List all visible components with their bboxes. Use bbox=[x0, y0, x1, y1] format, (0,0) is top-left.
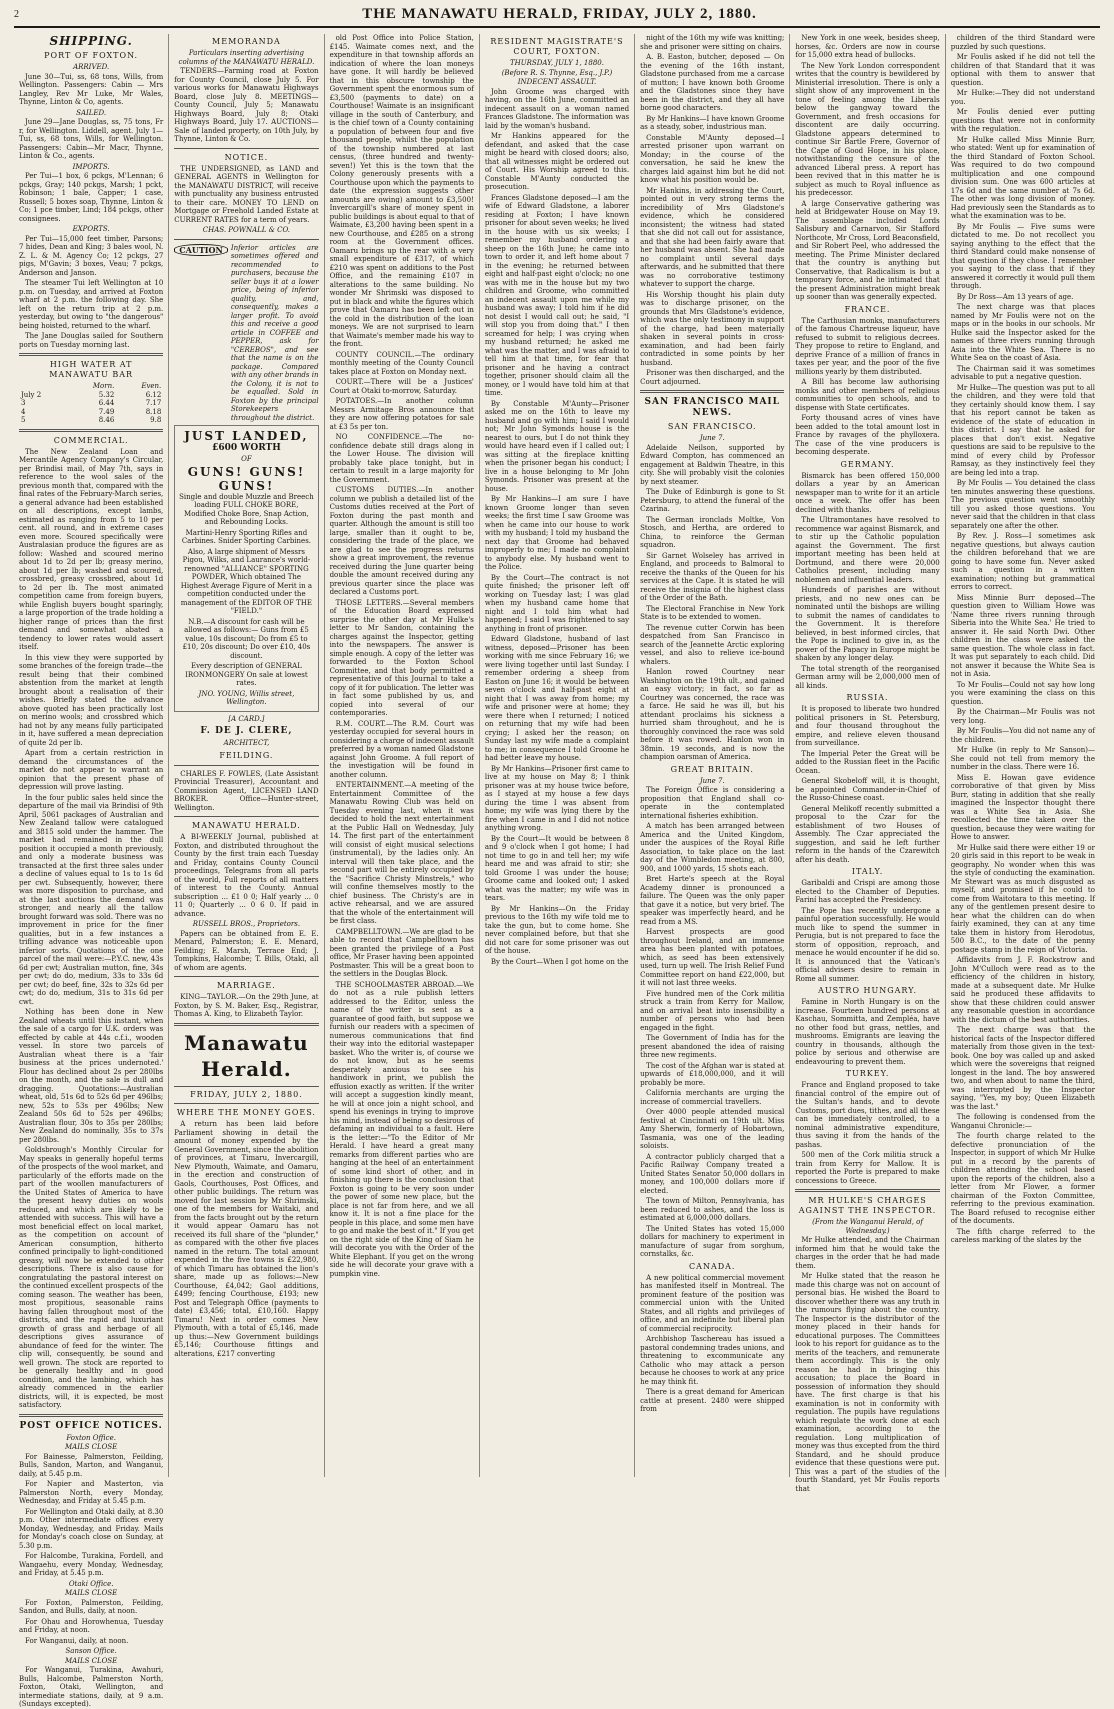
caution-badge: CAUTION bbox=[174, 244, 228, 257]
column-6: New York in one week, besides sheep, horses, &c. Orders are now in course for 15,000 extra head of bullocks. The New York London correspondent writes that the country is bewildered by Ministerial irresolution. There is only a slight show of any improvement in the tone of feeling among the Liberals below the gangway toward the Government, and fresh occasions for discontent are daily occurring. Gladstone appears determined to continue Sir Bartle Frere, Governor of the Cape of Good Hope, in his place, notwithstanding the censure of the advanced Liberal press. A report has been revived that in this matter he is subject as much to Royal influence as his predecessor. A large Conservative gathering was held at Bridgewater House on May 19. The assemblage included Lords Salisbury and Carnarvon, Sir Stafford Northcote, Mr Cross, Lord Beaconsfield, and Sir Robert Peel, who addressed the meeting. The Prime Minister declared that the country is anything but Conservative, that Radicalism is but a temporary force, and he intimated that the present Administration might break up sooner than was generally expected. FRANCE. The Carthusian monks, manufacturers of the famous Chartreuse liqueur, have refused to submit to religious decrees. They propose to retire to England, and deprive France of a million of francs in taxes per year, and the poor of the five millions yearly by them distributed. A Bill has become law authorising monks and other members of religious communities to open schools, and to dispense with State certificates. Forty thousand acres of vines have been added to the total amount lost in France by ravages of the phylloxera. The case of the vine producers is becoming desperate. GERMANY. Bismarck has been offered 150,000 dollars a year by an American newspaper man to write for it an article once a week. The offer has been declined with thanks. The Ultramontanes have resolved to recommence war against Bismarck, and to stir up the Catholic population against the Government. The first important meeting has been held at Dortmund, and there were 20,000 Catholics present, including many noblemen and influential leaders. Hundreds of parishes are without priests, and no new ones can be nominated until the bishops are willing to submit the names of candidates to the Government. It is therefore believed, in best informed circles, that the Pope is inclined to give in, as the power of the Papacy in Europe might be shaken by any longer delay. The total strength of the reorganised German army will be 2,000,000 men of all kinds. RUSSIA. It is proposed to liberate two hundred political prisoners in St. Petersburg, and four thousand throughout the empire, and relieve eleven thousand from surveillance. The Imperial Peter the Great will be added to the Russian fleet in the Pacific Ocean. General Skobeloff will, it is thought, be appointed Commander-in-Chief of the Russo-Chinese coast. General Melikoff recently submitted a proposal to the Czar for the establishment of two Houses of Assembly. The Czar appreciated the suggestion, and said he left further reform in the hands of the Czarewitch after his death. ITALY. Garibaldi and Crispi are among those elected to the Chamber of Deputies. Fariní has accepted the Presidency. The Pope has recently undergone a painful operation successfully. He would much like to spend the summer in Perugia, but is not prepared to face the storm of opposition, reproach, and menace he would encounter if he did so. It is announced that the Vatican's official advisers desire to remain in Rome all summer. AUSTRO HUNGARY. Famine in North Hungary is on the increase. Fourteen hundred persons at Kaschau, Sommitta, and Zempléa, have no other food but grass, nettles, and mushrooms. Emigrants are leaving the country in thousands, although the police by serious and otherwise are endeavouring to prevent them. TURKEY. France and England proposed to take financial control of the empire out of the Sultan's hands, and to devote Customs, port dues, tithes, and all these can be immediately controlled, to a nominal administrative expenditure, thus saving it from the hands of the pashas. 500 men of the Cork militia struck a train from Kerry for Mallow. It is reported the Porte is prepared to make concessions to Greece. MR HULKE'S CHARGES AGAINST THE INSPECTOR. (From the Wanganui Herald, of Wednesday.) Mr Hulke attended, and the Chairman informed him that he would take the charges in the order that he had made them. Mr Hulke stated that the reason he made this charge was not on account of personal bias. He wished the Board to discover whether there was any truth in the rumours flying about the country. The Inspector is the distributor of the money placed in their hands for educational purposes. The Committees look to his report for guidance as to the merits of the teachers, and remunerate them accordingly. This is the only reason he had in bringing this accusation; to place the Board in possession of information they should have. The first charge is that his examination is not in conformity with regulation. The pupils have regulations which regulate the work done at each examination, according to the regulation. Long multiplication of money was thus excepted from the third Standard, and he should produce evidence that these questions were put. This was a part of the studies of the fourth Standard, yet Mr Foulis reports that bbox=[789, 34, 944, 1477]
tide-heading: HIGH WATER AT MANAWATU BAR bbox=[49, 360, 134, 379]
table-row: 3 6.44 7.17 bbox=[21, 399, 162, 407]
caution-advert: CAUTION Inferior articles are sometimes offered and recommended to purchasers, because the seller buys it at a lower price, being of inferior quality, and, consequently, makes a larger profit. To avoid this and receive a good article in COFFEE and PEPPER, ask for "CEREBOS", and see that the name is on the package. Compared with any other brands in the Colony, it is not to be equalled. Sold in Foxton by the principal Storekeepers throughout the district. bbox=[174, 244, 318, 423]
running-head bbox=[14, 2, 1100, 28]
column-4: RESIDENT MAGISTRATE'S COURT, FOXTON. THURSDAY, JULY 1, 1880. (Before R. S. Thynne, Esq., J.P.) INDECENT ASSAULT. John Groome was charged with having, on the 16th June, committed an indecent assault on a woman named Frances Gladstone. The information was laid by the woman's husband. Mr Hankins appeared for the defendant, and asked that the case might be heard with closed doors; also, that all witnesses might be ordered out of Court. His Worship agreed to this. Constable M'Aunty conducted the prosecution. Frances Gladstone deposed—I am the wife of Edward Gladstone, a laborer residing at Foxton; I have known prisoner for about seven weeks; he lived in the house with us six weeks; I remember my husband ordering a sheep on the 16th June; he came into town to order it, and left home about 7 in the evening; he returned between eight and half-past eight o'clock; no one was with me in the house but my two children and Groome, who committed an indecent assault upon me while my husband was away; I told him if he did not desist I would call out; he said, "I will stop you from doing that." I then screamed for help; I was crying when my husband returned; he asked me what was the matter, and I was afraid to tell him at that time, for fear that prisoner and he having a contract together, prisoner should claim all the money, or I would have told him at that time. By Constable M'Aunty—Prisoner asked me on the 16th to leave my husband and go with him; I said I would not; Mr John Symonds house is the nearest to ours, but I do not think they would have heard even if I called out; I was sitting at the fireplace knitting when the prisoner began his conduct; I live in a house belonging to Mr John Symonds. Prisoner was present at the house. By Mr Hankins—I am sure I have known Groome longer than seven weeks; the first time I saw Groome was when he came into our house to work with my husband; I told my husband the next day that Groome had behaved improperly to me; I made no complaint to anybody else. My husband went to the Police. By the Court—The contract is not quite finished; the prisoner left off working on Tuesday last; I was glad when my husband came home that night and I told him what had happened; I said I was frightened to say anything in front of prisoner. Edward Gladstone, husband of last witness, deposed—Prisoner has been working with me since February 16; we were living together until last Sunday. I remember ordering a sheep from Easton on June 16; it would be between seven o'clock and half-past eight at night that I was away from home; my wife and prisoner were at home; they were there when I returned; I noticed on returning that my wife had been crying; I asked her the reason; on Sunday last my wife made a complaint to me; in consequence I told Groome he had better leave my house. By Mr Hankins—Prisoner first came to live at my house on May 8; I think prisoner was at my house twice before, as I stayed at my house a few days during the time I was absent from home; my wife was lying there by the fire when I came in and I did not notice anything wrong. By the Court—It would be between 8 and 9 o'clock when I got home; I had not time to go in and tell her; my wife heard me and was afraid to stir; she told Groome I was under the house; Groome came and looked out; I asked what was the matter; my wife was in tears. By Mr Hankins—On the Friday previous to the 16th my wife told me to take the gun, but to come home. She never complained before, but that she did not care for some prisoner was out of the house. By the Court—When I got home on the bbox=[479, 34, 634, 1477]
table-row: 4 7.49 8.18 bbox=[21, 407, 162, 416]
newspaper-nameplate: Manawatu Herald. bbox=[184, 1030, 309, 1081]
commercial-heading: COMMERCIAL. bbox=[53, 435, 129, 445]
table-row: 5 8.46 9.8 bbox=[21, 416, 162, 424]
editorial-heading: WHERE THE MONEY GOES. bbox=[176, 1108, 316, 1117]
column-3: old Post Office into Police Station, £145. Waimate comes next, and the expenditure in that township affords an indication of where the loan moneys have gone. It will hardly be believed that in this obscure township the Government spent the enormous sum of £3,500 (payments to date) on a Courthouse! Waimate is an insignificant village in the south of Canterbury, and is the chief town of a County containing a population of between four and five thousand people, whilst the population of the township numbered at last census, (three hundred and twenty-seven!) Yet this is the town that the Colony generously presents with a Courthouse upon which the payments to date (the expression suggests other amounts are owing) amount to £3,500! Invercargill's share of money spent in public buildings is about equal to that of Waimate, £3,200 having been spent in a new Courthouse, and £285 on a strong room at the Government offices. Oamaru brings up the rear with a very small expenditure of £317, of which £210 was spent on additions to the Post Office, and the remaining £107 in alterations to the same building. No wonder Mr Shrimski was disposed to put in black and white the figures which prove that Oamaru has been left out in the cold in the distribution of the loan moneys. We are not surprised to learn that Waimate's member made his way to the front. COUNTY COUNCIL.—The ordinary monthly meeting of the County Council takes place at Foxton on Monday next. COURT.—There will be a Justices' Court at Otaki to-morrow, Saturday. POTATOES.—In another column Messrs Armitage Bros announce that they are now offering potatoes for sale at £3 5s per ton. NO CONFIDENCE.—The no-confidence debate still drags along in the Lower House. The division will probably take place tonight, but in certain to result in a large majority for the Government. CUSTOMS DUTIES.—In another column we publish a detailed list of the Customs duties received at the Port of Foxton during the past month and quarter. Although the amount is still too large, smaller than it ought to be, considering the trade of the place, we are glad to see the progress returns show a great improvement, the revenue received during the June quarter being double the amount received during any previous quarter since the place was declared a Customs port. THOSE LETTERS.—Several members of the Education Board expressed surprise the other day at Mr Hulke's letter to Mr Sandon, containing the charges against the Inspector, getting into the newspapers. The answer is simple enough. A copy of the letter was forwarded to the Foxton School Committee, and that body permitted a representative of this Journal to take a copy of it for publication. The letter was in fact some published by us, and copied into several of our contemporaries. R.M. COURT.—The R.M. Court was yesterday occupied for several hours in considering a charge of indecent assault preferred by a woman named Gladstone against John Groome. A full report of the investigation will be found in another column. ENTERTAINMENT.—A meeting of the Entertainment Committee of the Manawatu Rowing Club was held on Tuesday evening last, when it was decided to hold the next entertainment at the Public Hall on Wednesday, July 14. The first part of the entertainment will consist of eight musical selections (instrumental), by the ladies only. An interval will then take place, and the second part will be entirely occupied by the "Sacrifice Christy Minstrels," who will confine themselves mostly to the chief business. The Christy's are in active rehearsal, and we are assured that the whole of the entertainment will be first class. CAMPBELLTOWN.—We are glad to be able to record that Campbelltown has been granted the privilege of a Post office, Mr Fraser having been appointed Postmaster. This will be a great boon to the settlers in the Douglas Block. THE SCHOOLMASTER ABROAD.—We do not as a rule publish letters addressed to the Editor, unless the name of the writer is sent as a guarantee of good faith, but suppose we furnish our readers with a specimen of numerous communications that find their way into the editorial wastepaper basket. Who the writer is, of course we do not know, but as he seems desperately anxious to see his handiwork in print, we publish the effusion exactly as written. If the writer will accept a suggestion kindly meant, he will at once join a night school, and spend his evenings in trying to improve his mind, instead of being so desirous of defaming an individual to a fault. Here is the letter:—"To the Editor of Mr Herald. I have heard a great many remarks from different parties who are hanging at the heel of an entertainment of some kind short of other, and in finishing up there is the conclusion that Foxton is going to be very soon under the power of some new place, but the place is not far from here, and we all know it. It is not a fine place for the people in this place, and some men have to go and make the best of it." If you get on the right side of the King of Siam he will decorate you with the Order of the White Elephant. If you get on the wrong side he will decorate your grave with a pumpkin vine. bbox=[324, 34, 479, 1477]
column-1: SHIPPING. PORT OF FOXTON. ARRIVED. June 30—Tui, ss, 68 tons, Wills, from Wellington. Passengers: Cabin — Mrs Langley, Rev Mr Luke, Mr Wales, Thynne, Linton & Co, agents. SAILED. June 29—Jane Douglas, ss, 75 tons, Fr r, for Wellington. Liddell, agent. July 1—Tui, ss, 68 tons, Wills, for Wellington. Passengers: Cabin—Mr Macr, Thynne, Linton & Co., agents. IMPORTS. Per Tui—1 box, 6 pckgs, M'Lennan; 6 pckgs, Gray; 140 pckgs, Marsh; 1 pckt, Robinson; 1 bale, Capper; 1 case, Russell; 5 boxes soap, Thynne, Linton & Co; 1 pce timber, Lind; 184 pckgs, other consignees. EXPORTS. Per Tui—15,000 feet timber, Parsons; 7 hides, Dean and King; 3 bales wool, N. Z. L. & M. Agency Co; 12 pckgs, 27 pigs, M'Gavin; 3 boxes, Veau; 7 pckgs, Anderson and Janson. The steamer Tui left Wellington at 10 p.m. on Tuesday, and arrived at Foxton wharf at 2 p.m. the following day. She left on the return trip at 2 p.m. yesterday, but owing to "the dangerous" being hoisted, returned to the wharf. The Jane Douglas sailed for Southern ports on Tuesday morning last. HIGH WATER AT MANAWATU BAR Morn. Even. July 2 5.32 6.12 3 6.44 7.17 4 7.49 8.18 5 8.46 9.8 COMMERCIAL. The New Zealand Loan and Mercantile Agency Company's Circular, per Brindisi mail, of May 7th, says in reference to the wool sales of the previous month that, compared with the final rates of the February-March series, a general advance had been established on all descriptions, except lambs, estimated as ranging from 5 to 10 per cent. all round, and in extreme cases even more. Scoured specifically were Australasian produce the figures are as follow: Washed and scoured merino about 1d to 2d per lb; greasy merino, about 1d per lb; washed and scoured, crossbred, greasy crossbred, about 1d to 2d per lb. The most animated competition came from foreign buyers, while English buyers bought sparingly, a large proportion of the trade holding a higher range of prices than the first demand and somewhat abated a tendency to lower rates would assert itself. In this view they were supported by some branches of the foreign trade—the result being that their combined abstention from the market at length brought about a realisation of their wishes. Briefly stated the advance above quoted has been practically lost on merino wools; and crossbred which had not by any means fully participated in it, have suffered a mean depreciation of quite 2d per lb. Apart from a certain restriction in demand the circumstances of the market do not appear to warrant an opinion that the present phase of depression will prove lasting. In the four public sales held since the departure of the mail via Brindisi of 9th April, 5061 packages of Australian and New Zealand tallow were catalogued and 3815 sold under the hammer. The market had remained in the dull position it occupied a month previously, and only a moderate business was transacted at the first three sales under a decline of values equal to 1s to 1s 6d per cwt. Subsequently, however, there was more disposition to purchase, and at the last auctions the demand was stronger, and nearly all the tallow brought forward was sold. There was no improvement in price for the finer qualities, but in a few instances a trifling advance was noticeable upon inferior sorts. Quotations of the one parcel of the mail were:—P.Y.C. new, 43s 6d per cwt; Australian mutton, fine, 34s per cwt; do do, medium, 33s to 33s 6d per cwt; do beef, fine, 32s to 32s 6d per cwt; do do, medium, 31s to 31s 6d per cwt. Nothing has been done in New Zealand wheats until this instant, when the sale of a cargo for U.K. orders was effected by cable at 44s c.f.i., wooden vessel. In store two parcels of Australian wheat there is a 'fair business at the prices undernoted.' Flour has declined about 2s per 280lbs on the month, and the sale is dull and dragging. Quotations:—Australian wheat, old, 51s 6d to 52s 6d per 496lbs; new, 52s to 53s per 496lbs; New Zealand 50s 6d to 52s per 496lbs; Australian flour, 30s to 35s per 280lbs; New Zealand do nominally, 35s to 37s per 280lbs. Goldsbrough's Monthly Circular for May speaks in generally hopeful terms of the prospects of the wool market, and particularly of the efforts made on the part of the woollen manufacturers of the United States of America to have the present heavy duties on wools reduced, and which are likely to be attended with success. This will have a most beneficial effect on local market, as the competition on account of American consumption, hitherto confined principally to light-conditioned greasy, will now be extended to other descriptions. There is also cause for congratulating the pastoral interest on the continued excellent prospects of the coming season. The weather has been, most propitious, seasonable rains having fallen throughout most of the districts, and the rapid and luxuriant growth of grass and herbage of all descriptions gives assurance of abundance of feed for the winter. The clip will, consequently, be sound and well grown. The stock are reported to be generally healthy and in good condition, and the lambing, which has already commenced in the earlier districts, will, it is expected, be most satisfactory. POST OFFICE NOTICES. Foxton Office. MAILS CLOSE For Bainesse, Palmerston, Feilding, Bulls, Sandon, Marton, and Wanganui, daily, at 5.45 p.m. For Napier and Masterton, via Palmerston North, every Monday, Wednesday, and Friday at 5.45 p.m. For Wellington and Otaki daily, at 8.30 p.m. Other intermediate offices every Monday, Wednesday, and Friday. Mails for Monday's coach close on Sunday, at 5.30 p.m. For Halcombe, Turakina, Fordell, and Wangaehu, every Monday, Wednesday, and Friday, at 5.45 p.m. Otaki Office. MAILS CLOSE For Foxton, Palmerston, Feilding, Sandon, and Bulls, daily, at noon. For Ohau and Horowhenua, Tuesday and Friday, at noon. For Wanganui, daily, at noon. Sanson Office. MAILS CLOSE For Wanganui, Turakina, Awahuri, Bulls, Halcombe, Palmerston North, Foxton, Otaki, Wellington, and intermediate stations, daily, at 9 a.m. (Sundays excepted). bbox=[19, 34, 164, 1708]
hulke-heading: MR HULKE'S CHARGES AGAINST THE INSPECTOR. bbox=[798, 1196, 937, 1215]
port-heading: PORT OF FOXTON. bbox=[44, 51, 139, 60]
guns-advert: JUST LANDED, £600 WORTH OF GUNS! GUNS! GUNS! Single and double Muzzle and Breech loading FULL CHOKE BORE, Modified Choke Bore, Snap Action, and Rebounding Locks. Martini-Henry Sporting Rifles and Carbines. Snider Sporting Carbines. Also, A large shipment of Messrs Pigou, Wilks, and Laurance's world-renowned "ALLIANCE" SPORTING POWDER, Which obtained The Highest Average Figure of Merit in a competition conducted under the management of the EDITOR OF THE "FIELD." N.B.—A discount for cash will be allowed as follows:— Guns from £5 value, 10s discount; Do from £5 to £10, 20s discount; Do over £10, 40s discount. Every description of GENERAL IRONMONGERY On sale at lowest rates. JNO. YOUNG, Willis street, Wellington. bbox=[174, 425, 318, 712]
column-7: children of the third Standard were puzzled by such questions. Mr Foulis asked if he did not tell the children of that Standard that it was optional with them to answer that question. Mr Hulke:—They did not understand you. Mr Foulis denied ever putting questions that were not in conformity with the regulation. Mr Hulke called Miss Minnie Burr, who stated: Went up for examination of the third Standard of Foxton School. Was required to do two compound multiplication and one compound division sum. One was 600 articles at 17s 6d and the same number at 7s 6d. The other was long division of money. Had previously seen the Standards as to what the examination was to be. By Mr Foulis — Five sums were dictated to me. Do not recollect you saying anything to the effect that the third Standard could make nonsense of that question if they chose. I remember you saying to the class that if they answered it correctly it would pull them through. By Dr Ross—Am 13 years of age. The next charge was that places named by Mr Foulis were not on the maps or in the books in our schools. Mr Hulke said the Inspector asked for the names of three rivers running through Asia into the White Sea. There is no White Sea on the coast of Asia. The Chairman said it was sometimes advisable to put a negative question. Mr Hulke—The question was put to all the children, and they were told that they certainly should know them. I say that his report cannot be taken as evidence of the state of education in this district. I say that he asked for places that don't exist. Negative questions are said to be repulsive to the mind of every child by Professor Ramsay, as they instinctively feel they are being led into a trap. By Mr Foulis — You detained the class ten minutes answering these questions. The previous question went smoothly till you asked those questions. You never said that the children in that class separately one after the other. By Rev. J. Ross—I sometimes ask negative questions, but always caution the children beforehand that we are going to have some fun. Never asked such a question in a written examination; nothing but grammatical errors to correct. Miss Minnie Burr deposed—The question given to William Howe was 'Name three rivers running through Siberia into the White Sea.' He tried to answer it. He said North Dwi. Other children in the class were asked the same question. The whole class in fact. It was put separately to each child. Did not answer it because the White Sea is not in Asia. To Mr Foulis—Could not say how long you were examining the class on this question. By the Chairman—Mr Foulis was not very long. By Mr Foulis—You did not name any of the children. Mr Hulke (in reply to Mr Sanson)—She could not tell from memory the number in the class. There were 16. Miss E. Howan gave evidence corroborative of that given by Miss Burr, stating in addition that she really imagined the Inspector thought there was a White Sea in Asia. She recollected the time taken over the question, because they were waiting for Howe to answer. Mr Hulke said there were either 19 or 20 girls said in this report to be weak in geography. No wonder when this was the style of conducting the examination. Mr Stewart was as much disgusted as myself, and promised if he could to come from Waitotara to this meeting. If any of the gentlemen present desire to hear what the children can do when fairly examined, they can at any time take them in history from Herodotus, 500 B.C., to the date of the penny postage stamp in the reign of Victoria. Affidavits from J. F. Rockstrow and John M'Culloch were read as to the efficiency of the children in history, made at a subsequent date. Mr Hulke said he produced these affidavits to show that these children could answer any reasonable question in accordance with the dictum of the best authorities. The next charge was that the historical facts of the Inspector differed materially from those given in the text-book. One boy was called up and asked which were the sovereigns that reigned longest in the land. The boy answered two, and when about to name the third, was interrupted by the Inspector saying, "Yes, my boy; Queen Elizabeth was the last." The following is condensed from the Wanganui Chronicle:— The fourth charge related to the defective pronunciation of the Inspector, in support of which Mr Hulke put in a record by the parents of children attending the school based upon the reports of the children, also a letter from Mr Flower, a former chairman of the Foxton Committee, referring to the previous examination. The Board refused to recognise either of the documents. The fifth charge referred to the careless marking of the slates by the bbox=[945, 34, 1100, 1477]
column-5: night of the 16th my wife was knitting; she and prisoner were sitting on chairs. A. B. Easton, butcher, deposed — On the evening of the 16th instant, Gladstone purchased from me a carcase of mutton; I have known both Groome and the Gladstones since they have been in the district, and they all have borne good characters. By Mr Hankins—I have known Groome as a steady, sober, industrious man. Constable M'Aunty deposed—I arrested prisoner upon warrant on Monday; in the course of the conversation, he said he knew the charges laid against him but he did not know what his position would be. Mr Hankins, in addressing the Court, pointed out in very strong terms the incredibility of Mrs Gladstone's evidence, which he considered inconsistent; the witness had stated that she did not call out for assistance, and that she had been fairly aware that her husband was absent. She had made no complaint until several days afterwards, and he submitted that there was no corroborative testimony whatever to support the charge. His Worship thought his plain duty was to discharge prisoner, on the grounds that Mrs Gladstone's evidence, which was the only testimony in support of the charge, had been materially shaken in several points in cross-examination, and had been fairly contradicted in some points by her husband. Prisoner was then discharged, and the Court adjourned. SAN FRANCISCO MAIL NEWS. SAN FRANCISCO. June 7. Adelaide Neilson, supported by Edward Compton, has commenced an engagement at Baldwin Theatre, in this city. She will probably visit the colonies by next steamer. The Duke of Edinburgh is gone to St Petersburg, to attend the funeral of the Czarina. The German ironclads Moltke, Von Stosch, and Hertha, are ordered to China, to reinforce the German squadron. Sir Garnet Wolseley has arrived in England, and proceeds to Balmoral to receive the thanks of the Queen for his services at the Cape. It is stated he will receive the insignia of the highest class of the Order of the Bath. The Electoral Franchise in New York State is to be extended to women. The revenue cutter Corwin has been despatched from San Francisco in search of the Jeannette Arctic exploring vessel, and also to relieve ice-bound whalers. Hanlon rowed Courtney near Washington on the 19th ult., and gained an easy victory; in fact, so far as Courtney was concerned, the race was a farce. He said he was ill, but his attendant proclaims his sickness a hurried sham throughout, and he is thoroughly convinced the race was sold before it was rowed. Hanlon won in 38min. 19 seconds, and is now the champion oarsman of America. GREAT BRITAIN. June 7. The Foreign Office is considering a proposition that England shall co-operate in the contemplated international fisheries exhibition. A match has been arranged between America and the United Kingdom, under the auspices of the Royal Rifle Association, to take place on the last day of the Wimbledon meeting, at 800, 900, and 1000 yards, 15 shots each. Bret Harte's speech at the Royal Academy dinner is pronounced a failure. The Queen was the only paper that gave it a notice, but very brief. The speaker was imperfectly heard, and he read from a MS. Harvest prospects are good throughout Ireland, and an immense area has been planted with potatoes, which, as seed has been extensively used, turn up well. The Irish Relief Fund Committee report on hand £22,000, but it will not last three weeks. Five hundred men of the Cork militia struck a train from Kerry for Mallow, and on arrival beat into insensibility a number of persons who had been engaged in the fight. The Government of India has for the present abandoned the idea of raising three new regiments. The cost of the Afghan war is stated at upwards of £18,000,000, and it will probably be more. California merchants are urging the increase of commercial travellers. Over 4000 people attended musical festival at Cincinnati on 19th ult. Miss Amy Sherwin, formerly of Hobartown, Tasmania, was one of the leading soloists. A contractor publicly charged that a Pacific Railway Company treated a United States Senator 50,000 dollars in money, and 100,000 dollars more if elected. The town of Milton, Pennsylvania, has been reduced to ashes, and the loss is estimated at 6,000,000 dollars. The United States has voted 15,000 dollars for machinery to experiment in manufacture of sugar from sorghum, cornstalks, &c. CANADA. A new political commercial movement has manifested itself in Montreal. The prominent feature of the position was commercial union with the United States, and all rights and privileges of office, and an indefinite but liberal plan of commercial reciprocity. Archbishop Taschereau has issued a pastoral condemning trades unions, and threatening to excommunicate any Catholic who may attack a person because he chooses to work at any price he may think fit. There is a great demand for American cattle at present. 2480 were shipped from bbox=[634, 34, 789, 1477]
tide-table: Morn. Even. July 2 5.32 6.12 3 6.44 7.17 4 7.49 8.18 5 8.46 9.8 bbox=[21, 382, 162, 424]
sf-mail-heading: SAN FRANCISCO MAIL NEWS. bbox=[644, 397, 780, 418]
page-number: 2 bbox=[14, 8, 19, 20]
memoranda-heading: MEMORANDA bbox=[212, 37, 281, 46]
issue-date: FRIDAY, JULY 2, 1880. bbox=[190, 1089, 303, 1099]
card-name: F. DE J. CLERE, bbox=[200, 726, 293, 736]
running-title: THE MANAWATU HERALD, FRIDAY, JULY 2, 1880. bbox=[362, 5, 757, 22]
shipping-heading: SHIPPING. bbox=[49, 34, 133, 48]
column-2: MEMORANDA Particulars inserting advertising columns of the MANAWATU HERALD. TENDERS—Farming road at Foxton for County Council, close July 5. For various works for Manawatu Highways Board, close July 8. MEETINGS—County Council, July 5; Manawatu Highways Board, July 8; Otaki Highways Board, July 17. AUCTIONS—Sale of landed property, on 10th July, by Thynne, Linton & Co. NOTICE. THE UNDERSIGNED, as LAND and GENERAL AGENTS in Wellington for the MANAWATU DISTRICT, will receive with punctuality any business entrusted to their care. MONEY TO LEND on Mortgage or Freehold Landed Estate at CURRENT RATES for a term of years. CHAS. POWNALL & CO. CAUTION Inferior articles are sometimes offered and recommended to purchasers, because the seller buys it at a lower price, being of inferior quality, and, consequently, makes a larger profit. To avoid this and receive a good article in COFFEE and PEPPER, ask for "CEREBOS", and see that the name is on the package. Compared with any other brands in the Colony, it is not to be equalled. Sold in Foxton by the principal Storekeepers throughout the district. JUST LANDED, £600 WORTH OF GUNS! GUNS! GUNS! Single and double Muzzle and Breech loading FULL CHOKE BORE, Modified Choke Bore, Snap Action, and Rebounding Locks. Martini-Henry Sporting Rifles and Carbines. Snider Sporting Carbines. Also, A large shipment of Messrs Pigou, Wilks, and Laurance's world-renowned "ALLIANCE" SPORTING POWDER, Which obtained The Highest Average Figure of Merit in a competition conducted under the management of the EDITOR OF THE "FIELD." N.B.—A discount for cash will be allowed as follows:— Guns from £5 value, 10s discount; Do from £5 to £10, 20s discount; Do over £10, 40s discount. Every description of GENERAL IRONMONGERY On sale at lowest rates. JNO. YOUNG, Willis street, Wellington. [A CARD.] F. DE J. CLERE, ARCHITECT, FEILDING. CHARLES F. FOWLES, (Late Assistant Provincial Treasurer), Accountant and Commission Agent, LICENSED LAND BROKER. Office—Hunter-street, Wellington. MANAWATU HERALD. A BI-WEEKLY Journal, published at Foxton, and distributed throughout the County by the first train each Tuesday and Friday, contains County Council proceedings, Telegrams from all parts of the world, Full reports of all matters of interest to the County. Annual subscription ... £1 0 0; Half yearly ... 0 11 0; Quarterly ... 0 6 0. If paid in advance. RUSSELL BROS., Proprietors. Papers can be obtained from E. E. Menard, Palmerston; E. E. Menard, Feilding; E. Marsh, Terrace End; J. Tompkins, Halcombe; T. Bills, Otaki, all of whom are agents. MARRIAGE. KING—TAYLOR.—On the 29th June, at Foxton, by S. M. Baker, Esq., Registrar, Thomas A. King, to Elizabeth Taylor. Manawatu Herald. FRIDAY, JULY 2, 1880. WHERE THE MONEY GOES. A return has been laid before Parliament showing in detail the amount of money expended by the General Government, since the abolition of provinces, at Timaru, Invercargill, New Plymouth, Waimate, and Oamaru, in the erection and construction of Gaols, Courthouses, Post Offices, and other public buildings. The return was moved for last session by Mr Shrimski, one of the members for Waitaki, and from the facts brought out by the return it would appear Oamaru has not received its full share of the "plunder," as compared with the other five places named in the return. The total amount expended in the five towns is £22,980, of which Timaru has obtained the lion's share, made up as follows:—New Courthouse, £4,042; Gaol additions, £499; fencing Courthouse, £193; new Post and Telegraph Office (payments to date) £3,456; total, £10,160. Happy Timaru! Next in order comes New Plymouth, with a total of £5,146, made up thus:—New Government buildings £5,146; Courthouse fittings and alterations, £217 converting bbox=[168, 34, 323, 1477]
court-heading: RESIDENT MAGISTRATE'S COURT, FOXTON. bbox=[490, 37, 624, 56]
table-row: July 2 5.32 6.12 bbox=[21, 390, 162, 399]
notice-heading: NOTICE. bbox=[224, 152, 269, 162]
post-office-heading: POST OFFICE NOTICES. bbox=[19, 1420, 163, 1431]
